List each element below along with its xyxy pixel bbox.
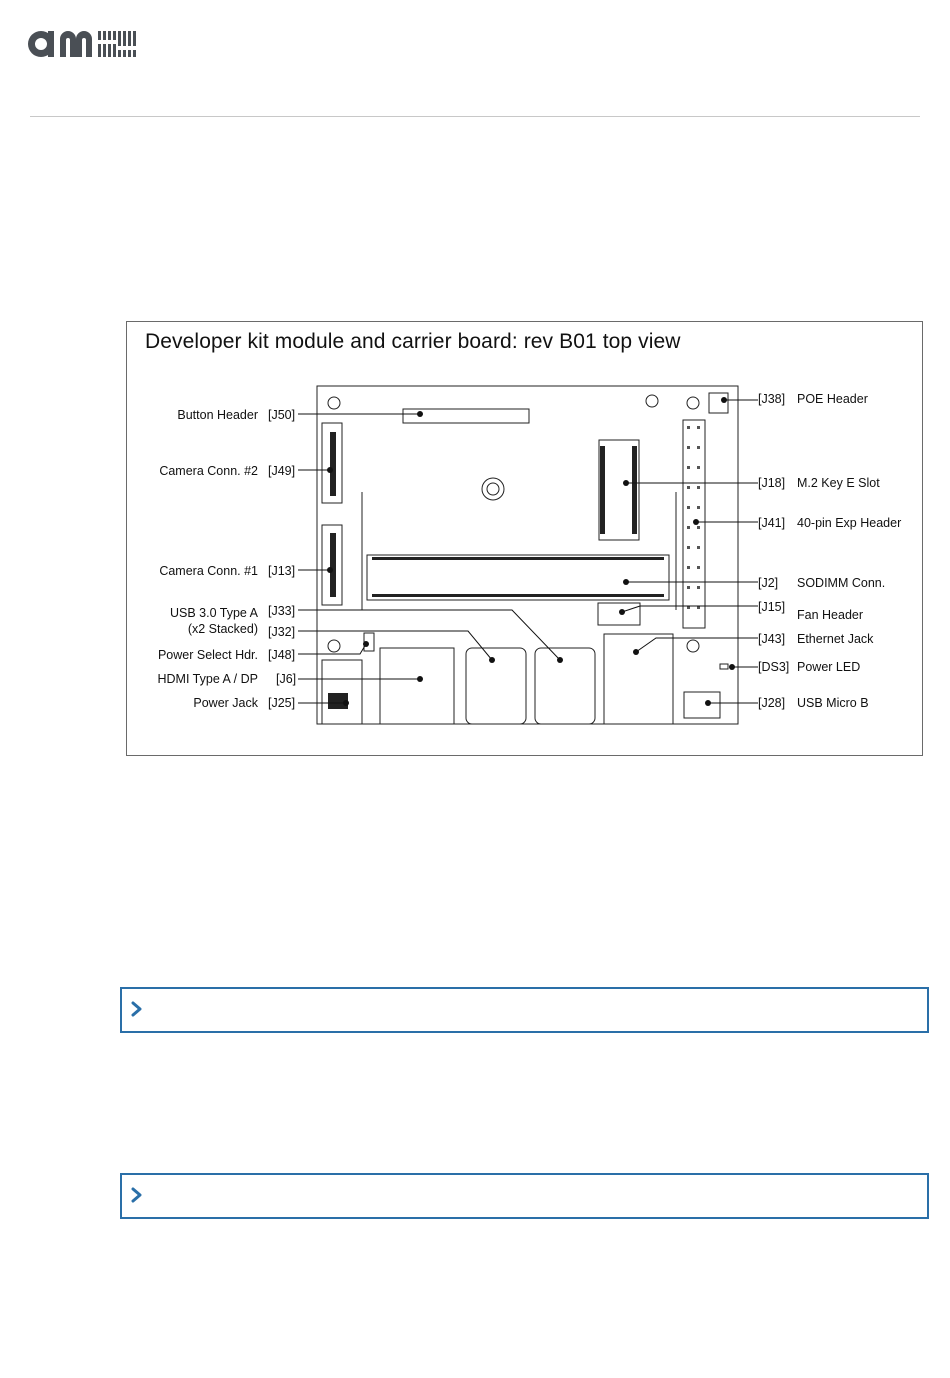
figure-title: Developer kit module and carrier board: rev B01 top view xyxy=(145,330,681,353)
mount-hole xyxy=(328,397,340,409)
fan-header xyxy=(598,603,640,625)
ref-j2: [J2] xyxy=(758,576,779,590)
label-power-jack: Power Jack xyxy=(193,696,258,710)
chevron-right-icon xyxy=(130,1000,144,1018)
label-ethernet: Ethernet Jack xyxy=(797,632,874,646)
label-power-select: Power Select Hdr. xyxy=(157,648,258,662)
callout-box[interactable] xyxy=(120,1173,929,1219)
ref-j25: [J25] xyxy=(268,696,296,710)
sodimm-connector xyxy=(367,555,669,600)
ref-j15: [J15] xyxy=(758,600,786,614)
heatsink-screw xyxy=(482,478,504,500)
ref-j41: [J41] xyxy=(758,516,786,530)
label-exp-header: 40-pin Exp Header xyxy=(797,516,902,530)
label-usb3-type-a: USB 3.0 Type A xyxy=(169,606,258,620)
mount-hole xyxy=(646,395,658,407)
label-poe-header: POE Header xyxy=(797,392,868,406)
usb-stack-2 xyxy=(535,648,595,724)
ref-j13: [J13] xyxy=(268,564,296,578)
label-fan-header: Fan Header xyxy=(797,608,864,622)
label-usb-micro: USB Micro B xyxy=(797,696,869,710)
ethernet-jack xyxy=(604,634,673,724)
ref-j18: [J18] xyxy=(758,476,786,490)
ref-j38: [J38] xyxy=(758,392,786,406)
ref-j28: [J28] xyxy=(758,696,786,710)
ref-ds3: [DS3] xyxy=(758,660,790,674)
poe-header xyxy=(709,393,728,413)
ref-j48: [J48] xyxy=(268,648,296,662)
label-power-led: Power LED xyxy=(797,660,861,674)
mount-hole xyxy=(328,640,340,652)
label-sodimm: SODIMM Conn. xyxy=(797,576,886,590)
label-button-header: Button Header xyxy=(177,408,258,422)
usb-micro-b xyxy=(684,692,720,718)
usb-stack-1 xyxy=(466,648,526,724)
leader-lines xyxy=(298,400,758,703)
ref-j49: [J49] xyxy=(268,464,296,478)
ref-j33: [J33] xyxy=(268,604,296,618)
mount-hole xyxy=(687,640,699,652)
callout-box[interactable] xyxy=(120,987,929,1033)
power-led xyxy=(720,664,728,669)
label-m2-slot: M.2 Key E Slot xyxy=(797,476,880,490)
ref-j43: [J43] xyxy=(758,632,786,646)
chevron-right-icon xyxy=(130,1186,144,1204)
label-hdmi: HDMI Type A / DP xyxy=(157,672,258,686)
label-camera-conn-2: Camera Conn. #2 xyxy=(159,464,258,478)
mount-hole xyxy=(687,397,699,409)
ref-j6: [J6] xyxy=(276,672,297,686)
power-jack xyxy=(322,660,362,724)
label-camera-conn-1: Camera Conn. #1 xyxy=(159,564,258,578)
label-x2-stacked: (x2 Stacked) xyxy=(187,622,258,636)
hdmi-port xyxy=(380,648,454,724)
ref-j32: [J32] xyxy=(268,625,296,639)
ref-j50: [J50] xyxy=(268,408,296,422)
